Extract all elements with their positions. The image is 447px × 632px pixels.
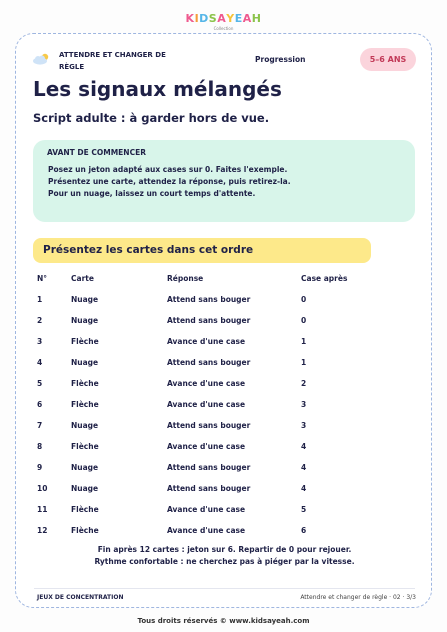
cell-square: 5 (301, 505, 307, 514)
cell-card: Nuage (71, 484, 99, 493)
cell-square: 6 (301, 526, 307, 535)
copyright-notice: Tous droits réservés © www.kidsayeah.com (137, 617, 310, 625)
cell-square: 4 (301, 484, 307, 493)
cell-response: Avance d'une case (167, 526, 246, 535)
cell-response: Avance d'une case (167, 400, 246, 409)
cell-number: 12 (37, 526, 48, 535)
cell-card: Flèche (71, 379, 99, 388)
cell-number: 2 (37, 316, 43, 325)
table-row (16, 400, 433, 414)
rhythm-note: Rythme confortable : ne cherchez pas à piéger par la vitesse. (94, 557, 355, 566)
cell-card: Nuage (71, 421, 99, 430)
cell-number: 1 (37, 295, 43, 304)
section-title: Présentez les cartes dans cet ordre (43, 244, 254, 256)
table-row (16, 463, 433, 477)
cell-card: Nuage (71, 316, 99, 325)
cell-card: Flèche (71, 337, 99, 346)
cell-square: 0 (301, 295, 307, 304)
cell-card: Nuage (71, 358, 99, 367)
table-row (16, 526, 433, 540)
cell-number: 8 (37, 442, 43, 451)
progress-label: Progression (255, 55, 306, 64)
cell-response: Attend sans bouger (167, 463, 251, 472)
cell-response: Avance d'une case (167, 442, 246, 451)
cell-number: 5 (37, 379, 43, 388)
table-row (16, 337, 433, 351)
cell-response: Attend sans bouger (167, 358, 251, 367)
footer-collection: JEUX DE CONCENTRATION (37, 594, 124, 601)
cell-response: Attend sans bouger (167, 295, 251, 304)
age-badge: 5–6 ANS (360, 48, 416, 71)
column-header-card: Carte (71, 274, 94, 283)
page-subtitle: Script adulte : à garder hors de vue. (33, 111, 270, 125)
cell-number: 3 (37, 337, 43, 346)
cell-response: Attend sans bouger (167, 316, 251, 325)
cell-card: Nuage (71, 295, 99, 304)
cell-response: Avance d'une case (167, 379, 246, 388)
column-header-number: N° (37, 274, 48, 283)
cell-number: 11 (37, 505, 48, 514)
table-row (16, 316, 433, 330)
cell-card: Flèche (71, 442, 99, 451)
brand-logo-block (0, 7, 447, 31)
cell-square: 2 (301, 379, 307, 388)
cloud-icon (31, 52, 51, 66)
cell-card: Nuage (71, 463, 99, 472)
brand-logo: KIDSAYEAH (185, 12, 262, 25)
column-header-square: Case après (301, 274, 348, 283)
instruction-line: Présentez une carte, attendez la réponse, puis retirez-la. (48, 177, 291, 186)
cell-response: Attend sans bouger (167, 484, 251, 493)
cell-square: 1 (301, 337, 307, 346)
table-header-row (16, 274, 433, 288)
cell-response: Avance d'une case (167, 505, 246, 514)
cell-square: 4 (301, 463, 307, 472)
instructions-heading: AVANT DE COMMENCER (47, 148, 146, 157)
cell-number: 4 (37, 358, 43, 367)
instruction-line: Pour un nuage, laissez un court temps d'attente. (48, 189, 256, 198)
table-row (16, 379, 433, 393)
cell-square: 4 (301, 442, 307, 451)
cell-square: 0 (301, 316, 307, 325)
cell-card: Flèche (71, 505, 99, 514)
cell-number: 10 (37, 484, 48, 493)
cell-number: 9 (37, 463, 43, 472)
table-row (16, 442, 433, 456)
cell-card: Flèche (71, 400, 99, 409)
worksheet-header (28, 46, 419, 76)
cell-square: 1 (301, 358, 307, 367)
brand-subtitle: Collection (213, 26, 234, 31)
end-note: Fin après 12 cartes : jeton sur 6. Repartir de 0 pour rejouer. (97, 545, 352, 554)
table-row (16, 421, 433, 435)
instruction-line: Posez un jeton adapté aux cases sur 0. Faites l'exemple. (48, 165, 288, 174)
cell-square: 3 (301, 400, 307, 409)
cell-response: Avance d'une case (167, 337, 246, 346)
cell-square: 3 (301, 421, 307, 430)
instructions-box (33, 140, 415, 222)
footer-divider (34, 588, 415, 589)
worksheet-card (15, 33, 432, 608)
column-header-response: Réponse (167, 274, 204, 283)
activity-category: ATTENDRE ET CHANGER DE RÈGLE (59, 51, 166, 71)
table-row (16, 484, 433, 498)
table-row (16, 295, 433, 309)
cell-number: 6 (37, 400, 43, 409)
cell-card: Flèche (71, 526, 99, 535)
cell-number: 7 (37, 421, 43, 430)
table-row (16, 505, 433, 519)
cell-response: Attend sans bouger (167, 421, 251, 430)
footer-page-info: Attendre et changer de règle · 02 · 3/3 (300, 594, 416, 601)
table-row (16, 358, 433, 372)
section-header (33, 238, 371, 263)
page-title: Les signaux mélangés (33, 77, 282, 101)
